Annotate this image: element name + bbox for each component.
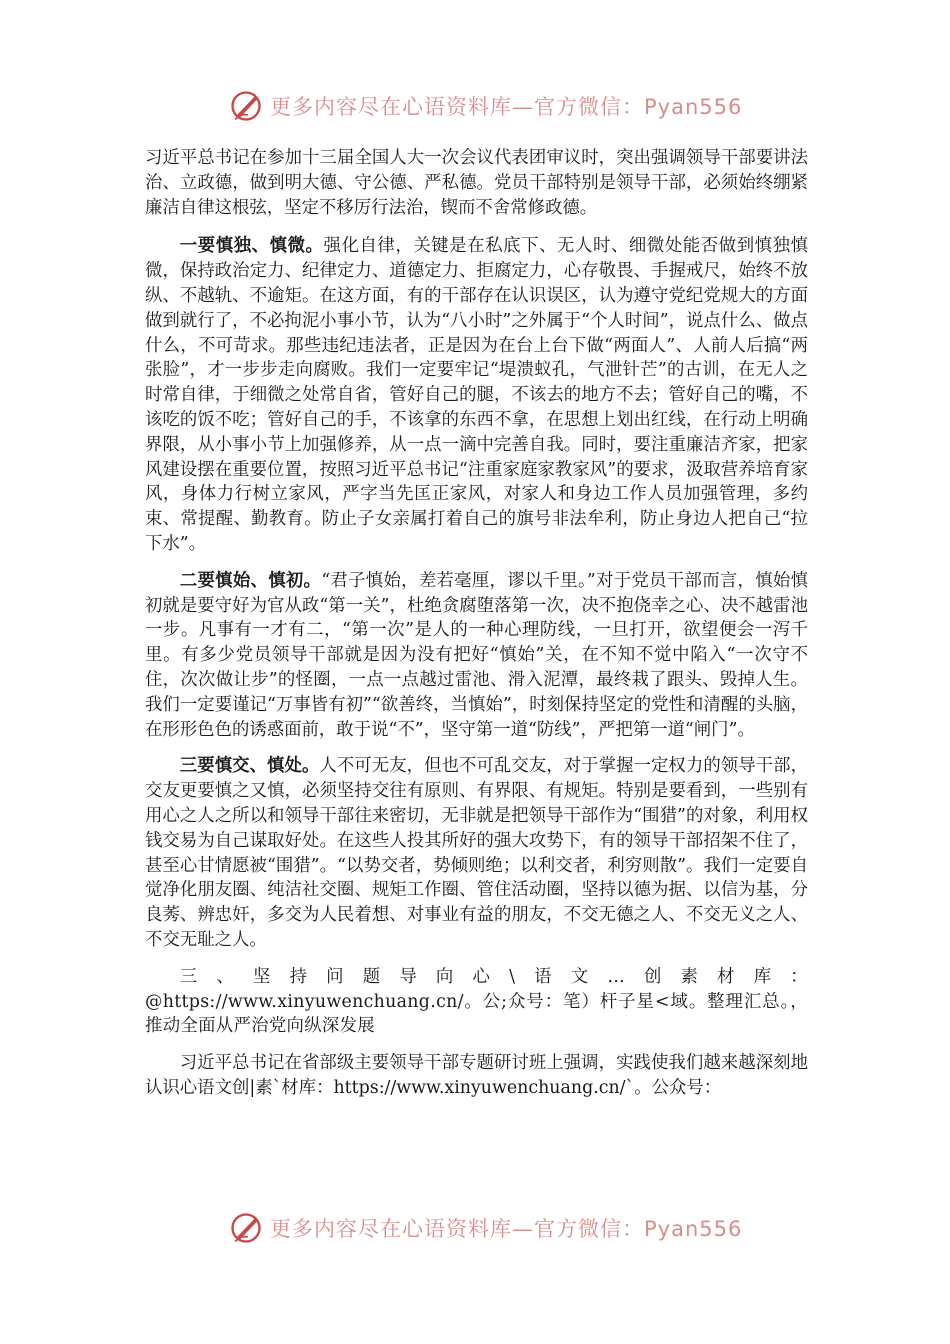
closing-paragraph: 习近平总书记在省部级主要领导干部专题研讨班上强调，实践使我们越来越深刻地认识心语文创|素`材库：https://www.xinyuwenchuang.cn/`。公众号： <box>145 1053 808 1098</box>
section-1-paragraph <box>145 234 808 556</box>
section-1-body: 强化自律，关键是在私底下、无人时、细微处能否做到慎独慎微，保持政治定力、纪律定力、道德定力、拒腐定力，心存敬畏、手握戒尺，始终不放纵、不越轨、不逾矩。在这方面，有的干部存在认识误区，认为遵守党纪党规大的方面做到就行了，不必拘泥小事小节，认为“八小时”之外属于“个人时间”，说点什么、做点什么，不可苛求。那些违纪违法者，正是因为在台上台下做“两面人”、人前人后搞“两张脸”，才一步步走向腐败。我们一定要牢记“堤溃蚁孔，气泄针芒”的古训，在无人之时常自律，于细微之处常自省，管好自己的腿，不该去的地方不去；管好自己的嘴，不该吃的饭不吃；管好自己的手，不该拿的东西不拿，在思想上划出红线，在行动上明确界限，从小事小节上加强修养，从一点一滴中完善自我。同时，要注重廉洁齐家，把家风建设摆在重要位置，按照习近平总书记“注重家庭家教家风”的要求，汲取营养培育家风，身体力行树立家风，严字当先匡正家风，对家人和身边工作人员加强管理，多约束、常提醒、勤教育。防止子女亲属打着自己的旗号非法牟利，防止身边人把自己“拉下水”。 <box>145 236 808 554</box>
pen-seal-icon <box>228 88 264 124</box>
section-2-heading: 二要慎始、慎初。 <box>179 570 322 591</box>
document-body <box>145 146 808 1113</box>
section-2-body: “君子慎始，差若毫厘，谬以千里。”对于党员干部而言，慎始慎初就是要守好为官从政“第一关”，杜绝贪腐堕落第一次，决不抱侥幸之心、决不越雷池一步。凡事有一才有二，“第一次”是人的一种心理防线，一旦打开，欲望便会一泻千里。有多少党员领导干部就是因为没有把好“慎始”关，在不知不觉中陷入“一次守不住，次次做让步”的怪圈，一点一点越过雷池、滑入泥潭，最终栽了跟头、毁掉人生。我们一定要谨记“万事皆有初”“欲善终，当慎始”，时刻保持坚定的党性和清醒的头脑，在形形色色的诱惑面前，敢于说“不”，坚守第一道“防线”，严把第一道“闸门”。 <box>145 570 808 740</box>
header-watermark-banner <box>228 86 748 126</box>
section-heading-three: 三、坚持问题导向心\语文…创素材库：@https://www.xinyuwenchuang.cn/。公;众号：笔）杆子星<域。整理汇总。，推动全面从严治党向纵深发展 <box>145 966 808 1037</box>
section-3-body: 人不可无友，但也不可乱交友，对于掌握一定权力的领导干部，交友更要慎之又慎，必须坚持交往有原则、有界限、有规矩。特别是要看到，一些别有用心之人之所以和领导干部往来密切，无非就是把领导干部作为“围猎”的对象，利用权钱交易为自己谋取好处。在这些人投其所好的强大攻势下，有的领导干部招架不住了，甚至心甘情愿被“围猎”。“以势交者，势倾则绝；以利交者，利穷则散”。我们一定要自觉净化朋友圈、纯洁社交圈、规矩工作圈、管住活动圈，坚持以德为据、以信为基，分良莠、辨忠奸，多交为人民着想、对事业有益的朋友，不交无德之人、不交无义之人、不交无耻之人。 <box>145 756 808 950</box>
pen-seal-icon <box>228 1210 264 1246</box>
section-3-paragraph <box>145 754 808 952</box>
footer-watermark-banner <box>228 1208 748 1248</box>
banner-text: 更多内容尽在心语资料库—官方微信：Pyan556 <box>270 95 743 119</box>
section-1-heading: 一要慎独、慎微。 <box>179 236 324 257</box>
section-3-heading: 三要慎交、慎处。 <box>179 756 320 777</box>
banner-text: 更多内容尽在心语资料库—官方微信：Pyan556 <box>270 1217 743 1241</box>
section-2-paragraph <box>145 569 808 743</box>
intro-paragraph: 习近平总书记在参加十三届全国人大一次会议代表团审议时，突出强调领导干部要讲法治、立政德，做到明大德、守公德、严私德。党员干部特别是领导干部，必须始终绷紧廉洁自律这根弦，坚定不移厉行法治，锲而不舍常修政德。 <box>145 148 808 218</box>
